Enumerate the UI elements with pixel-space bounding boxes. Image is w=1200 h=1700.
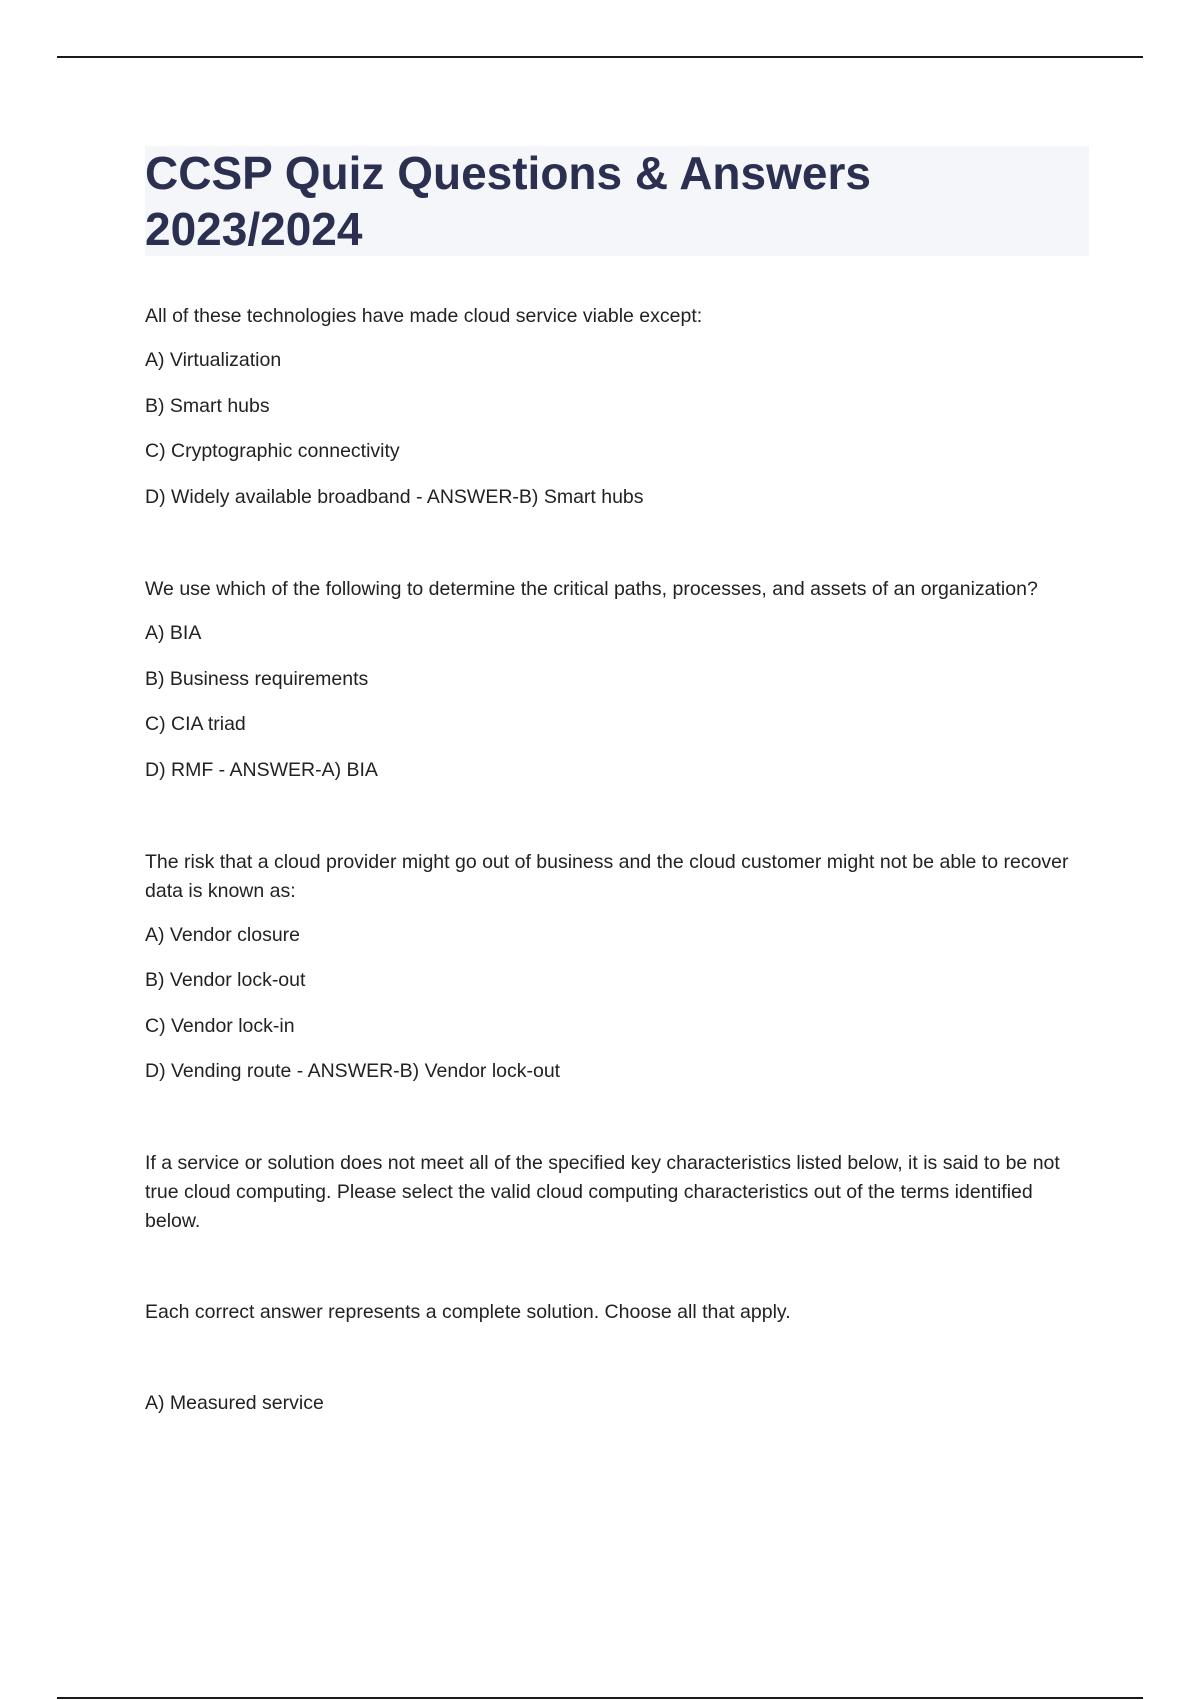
question-2-option-a: A) BIA — [145, 622, 202, 644]
question-3-option-c: C) Vendor lock-in — [145, 1015, 295, 1037]
question-3-text: The risk that a cloud provider might go out of business and the cloud customer might not be able to recover data is known as: — [145, 851, 1069, 902]
question-1-option-b: B) Smart hubs — [145, 395, 270, 417]
question-2-option-c: C) CIA triad — [145, 713, 246, 735]
question-2-option-b: B) Business requirements — [145, 668, 369, 690]
document-title — [145, 145, 1089, 257]
title-line-2: 2023/2024 — [145, 203, 363, 255]
top-rule — [57, 56, 1143, 58]
question-3-option-a: A) Vendor closure — [145, 924, 301, 946]
bottom-rule — [57, 1697, 1143, 1699]
question-4-text: If a service or solution does not meet all of the specified key characteristics listed below, it is said to be not true cloud computing. Please select the valid cloud computing characteristics out of the terms identified below. — [145, 1152, 1060, 1232]
question-2-text: We use which of the following to determine the critical paths, processes, and assets of an organization? — [145, 578, 1038, 600]
question-4-option-a: A) Measured service — [145, 1392, 324, 1414]
question-3-option-d-answer: D) Vending route - ANSWER-B) Vendor lock-out — [145, 1060, 561, 1082]
question-2-option-d-answer: D) RMF - ANSWER-A) BIA — [145, 759, 378, 781]
question-1-option-c: C) Cryptographic connectivity — [145, 440, 400, 462]
question-1-text: All of these technologies have made cloud service viable except: — [145, 305, 703, 327]
title-line-1: CCSP Quiz Questions & Answers — [145, 147, 871, 199]
question-3-option-b: B) Vendor lock-out — [145, 969, 306, 991]
question-4-instruction: Each correct answer represents a complete solution. Choose all that apply. — [145, 1301, 791, 1323]
question-1-option-a: A) Virtualization — [145, 349, 282, 371]
question-1-option-d-answer: D) Widely available broadband - ANSWER-B) Smart hubs — [145, 486, 644, 508]
